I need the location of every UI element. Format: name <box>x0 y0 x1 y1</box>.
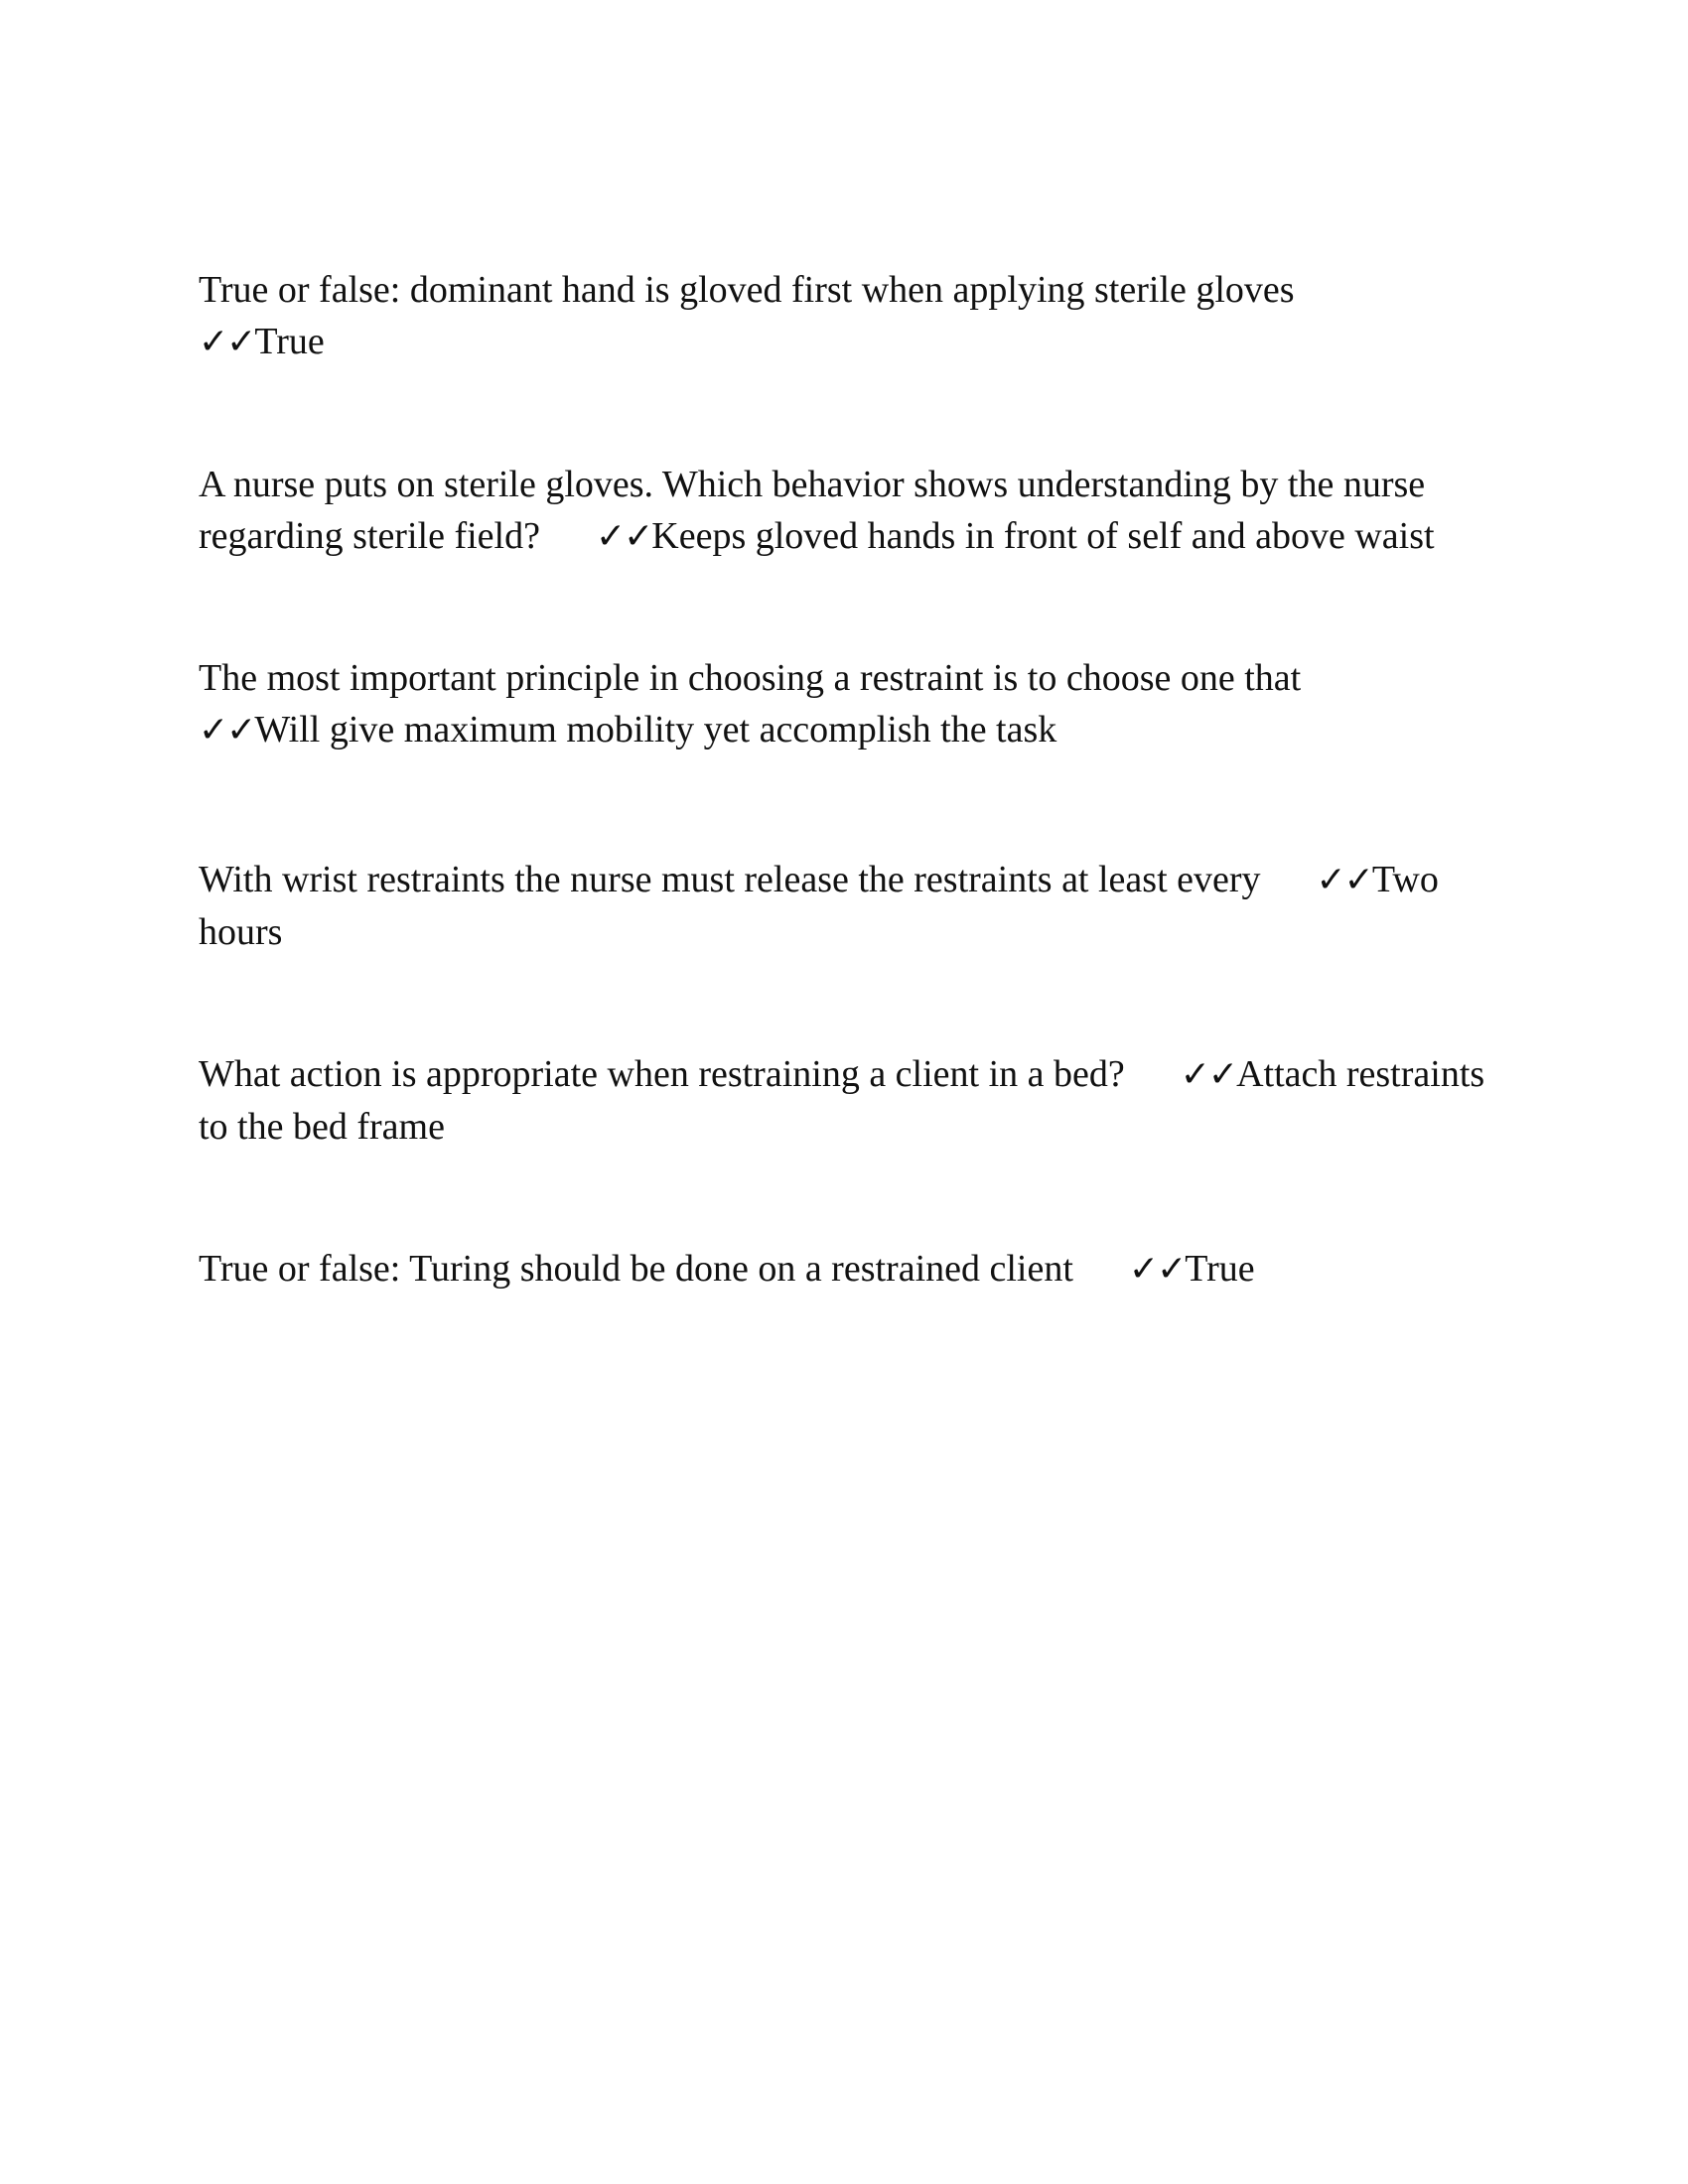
double-check-icon: ✓✓ <box>1128 1249 1186 1290</box>
question-text: What action is appropriate when restraining a client in a bed? <box>199 1053 1125 1095</box>
qa-item <box>199 264 1489 368</box>
qa-item <box>199 1048 1489 1153</box>
qa-item <box>199 459 1489 563</box>
question-text: The most important principle in choosing a restraint is to choose one that <box>199 657 1302 699</box>
question-text: With wrist restraints the nurse must release the restraints at least every <box>199 859 1261 900</box>
answer-text: Will give maximum mobility yet accomplish the task <box>254 709 1057 751</box>
question-text: True or false: dominant hand is gloved first when applying sterile gloves <box>199 269 1295 311</box>
qa-item <box>199 854 1489 958</box>
qa-item <box>199 1243 1489 1296</box>
double-check-icon: ✓✓ <box>199 322 255 362</box>
answer-text: True <box>254 321 325 362</box>
answer-text: Two hours <box>199 859 1439 953</box>
question-text: True or false: Turing should be done on a restrained client <box>199 1248 1073 1290</box>
question-text: A nurse puts on sterile gloves. Which behavior shows understanding by the nurse regarding sterile field? <box>199 464 1426 557</box>
double-check-icon: ✓✓ <box>1316 860 1372 900</box>
double-check-icon: ✓✓ <box>595 516 652 557</box>
qa-item <box>199 652 1489 756</box>
double-check-icon: ✓✓ <box>1180 1054 1237 1095</box>
answer-text: Attach restraints to the bed frame <box>199 1053 1485 1148</box>
double-check-icon: ✓✓ <box>199 710 255 751</box>
answer-text: Keeps gloved hands in front of self and above waist <box>651 515 1435 557</box>
answer-text: True <box>1185 1248 1255 1290</box>
